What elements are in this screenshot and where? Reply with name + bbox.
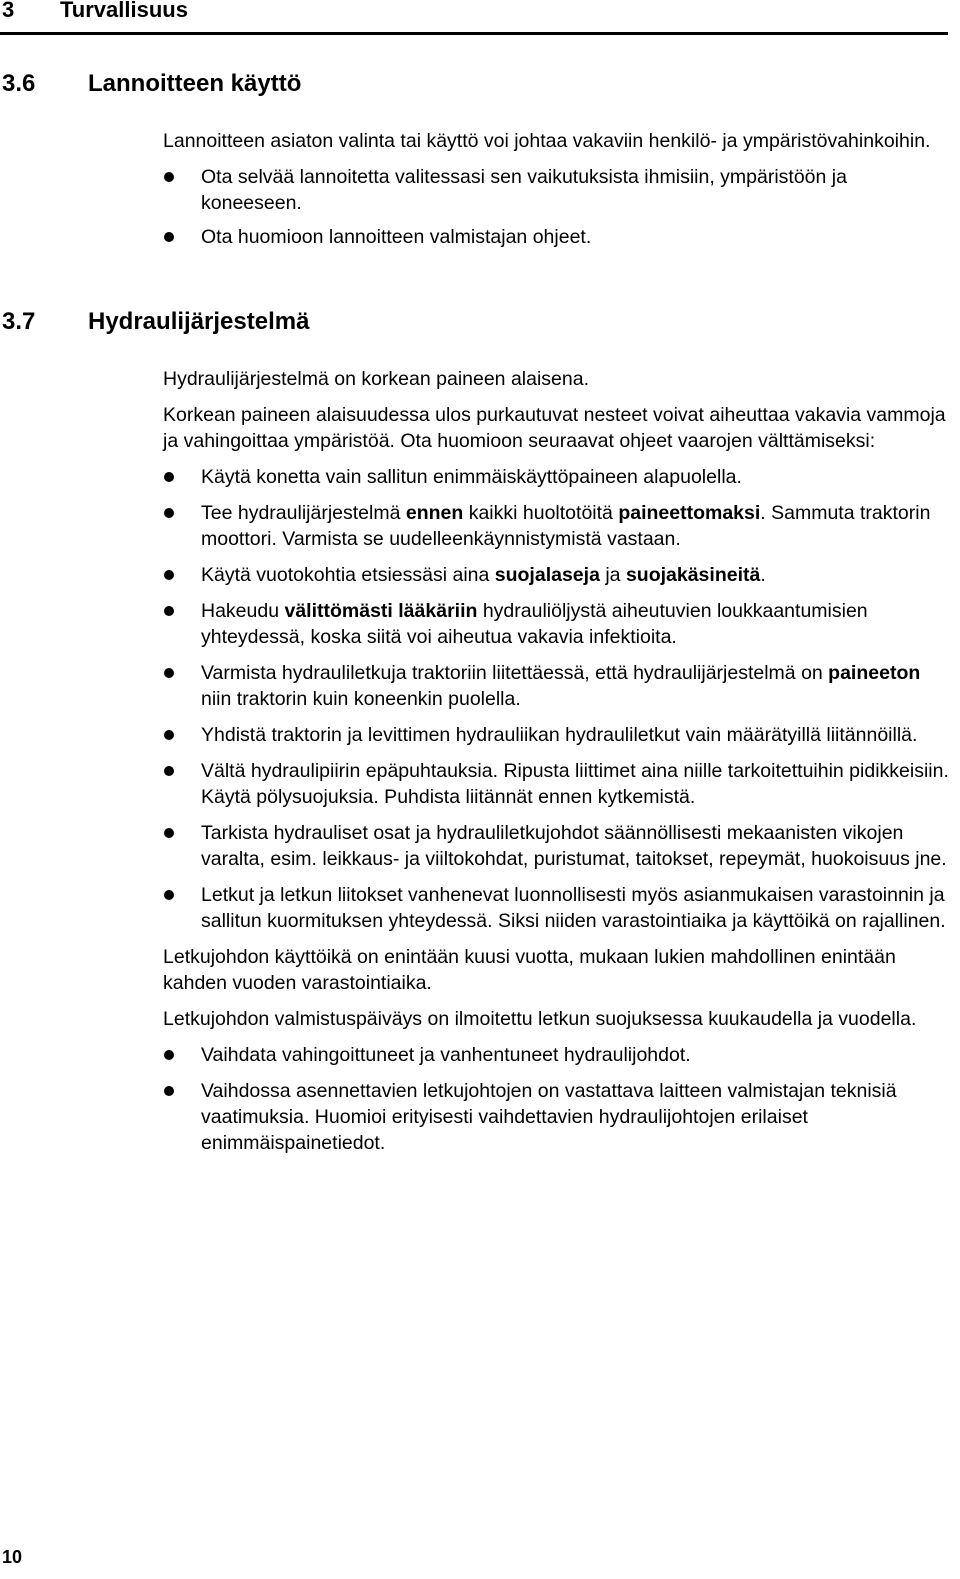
bullet-list: [163, 1042, 953, 1156]
bullet-list: [163, 464, 953, 934]
section-number: 3.6: [2, 70, 36, 97]
paragraph: Letkujohdon käyttöikä on enintään kuusi vuotta, mukaan lukien mahdollinen enintään kahden vuoden varastointiaika.: [163, 946, 896, 994]
section-heading-3-7: [2, 308, 309, 336]
section-heading-3-6: [2, 70, 301, 98]
paragraph: Letkujohdon valmistuspäiväys on ilmoitettu letkun suojuksessa kuukaudella ja vuodella.: [163, 1008, 917, 1030]
section-body-3-6: [163, 128, 953, 260]
paragraph: Korkean paineen alaisuudessa ulos purkautuvat nesteet voivat aiheuttaa vakavia vammoja ja vahingoittaa ympäristöä. Ota huomioon seuraavat ohjeet vaarojen välttämiseksi:: [163, 404, 946, 452]
section-number: 3.7: [2, 308, 36, 335]
page-number: 10: [2, 1547, 23, 1567]
chapter-number: 3: [2, 0, 15, 22]
list-item: Letkut ja letkun liitokset vanhenevat luonnollisesti myös asianmukaisen varastoinnin ja sallitun kuormituksen yhteydessä. Siksi niiden varastointiaika ja käyttöikä on rajallinen.: [163, 882, 953, 934]
list-item: Ota selvää lannoitetta valitessasi sen vaikutuksista ihmisiin, ympäristöön ja koneeseen.: [163, 164, 953, 216]
list-item: Vältä hydraulipiirin epäpuhtauksia. Ripusta liittimet aina niille tarkoitettuihin pidikkeisiin. Käytä pölysuojuksia. Puhdista liitännät ennen kytkemistä.: [163, 758, 953, 810]
list-item: Ota huomioon lannoitteen valmistajan ohjeet.: [163, 224, 953, 250]
section-title: Lannoitteen käyttö: [88, 70, 302, 97]
list-item: Tee hydraulijärjestelmä ennen kaikki huoltotöitä paineettomaksi. Sammuta traktorin moottori. Varmista se uudelleenkäynnistymistä vastaan.: [163, 500, 953, 552]
chapter-header: [0, 0, 948, 35]
paragraph: Lannoitteen asiaton valinta tai käyttö voi johtaa vakaviin henkilö- ja ympäristövahinkoihin.: [163, 130, 931, 152]
list-item: Tarkista hydrauliset osat ja hydrauliletkujohdot säännöllisesti mekaanisten vikojen varalta, esim. leikkaus- ja viiltokohdat, puristumat, taitokset, repeymät, huokoisuus jne.: [163, 820, 953, 872]
section-title: Hydraulijärjestelmä: [88, 308, 310, 335]
bullet-list: [163, 164, 953, 250]
paragraph: Hydraulijärjestelmä on korkean paineen alaisena.: [163, 368, 590, 390]
list-item: Käytä konetta vain sallitun enimmäiskäyttöpaineen alapuolella.: [163, 464, 953, 490]
list-item: Vaihdata vahingoittuneet ja vanhentuneet hydraulijohdot.: [163, 1042, 953, 1068]
list-item: Käytä vuotokohtia etsiessäsi aina suojalaseja ja suojakäsineitä.: [163, 562, 953, 588]
section-body-3-7: [163, 366, 953, 1166]
list-item: Varmista hydrauliletkuja traktoriin liitettäessä, että hydraulijärjestelmä on paineeton niin traktorin kuin koneenkin puolella.: [163, 660, 953, 712]
chapter-title: Turvallisuus: [60, 0, 188, 22]
list-item: Yhdistä traktorin ja levittimen hydrauliikan hydrauliletkut vain määrätyillä liitännöillä.: [163, 722, 953, 748]
list-item: Vaihdossa asennettavien letkujohtojen on vastattava laitteen valmistajan teknisiä vaatimuksia. Huomioi erityisesti vaihdettavien hydraulijohtojen erilaiset enimmäispainetiedot.: [163, 1078, 953, 1156]
list-item: Hakeudu välittömästi lääkäriin hydrauliöljystä aiheutuvien loukkaantumisien yhteydessä, koska siitä voi aiheutua vakavia infektioita.: [163, 598, 953, 650]
